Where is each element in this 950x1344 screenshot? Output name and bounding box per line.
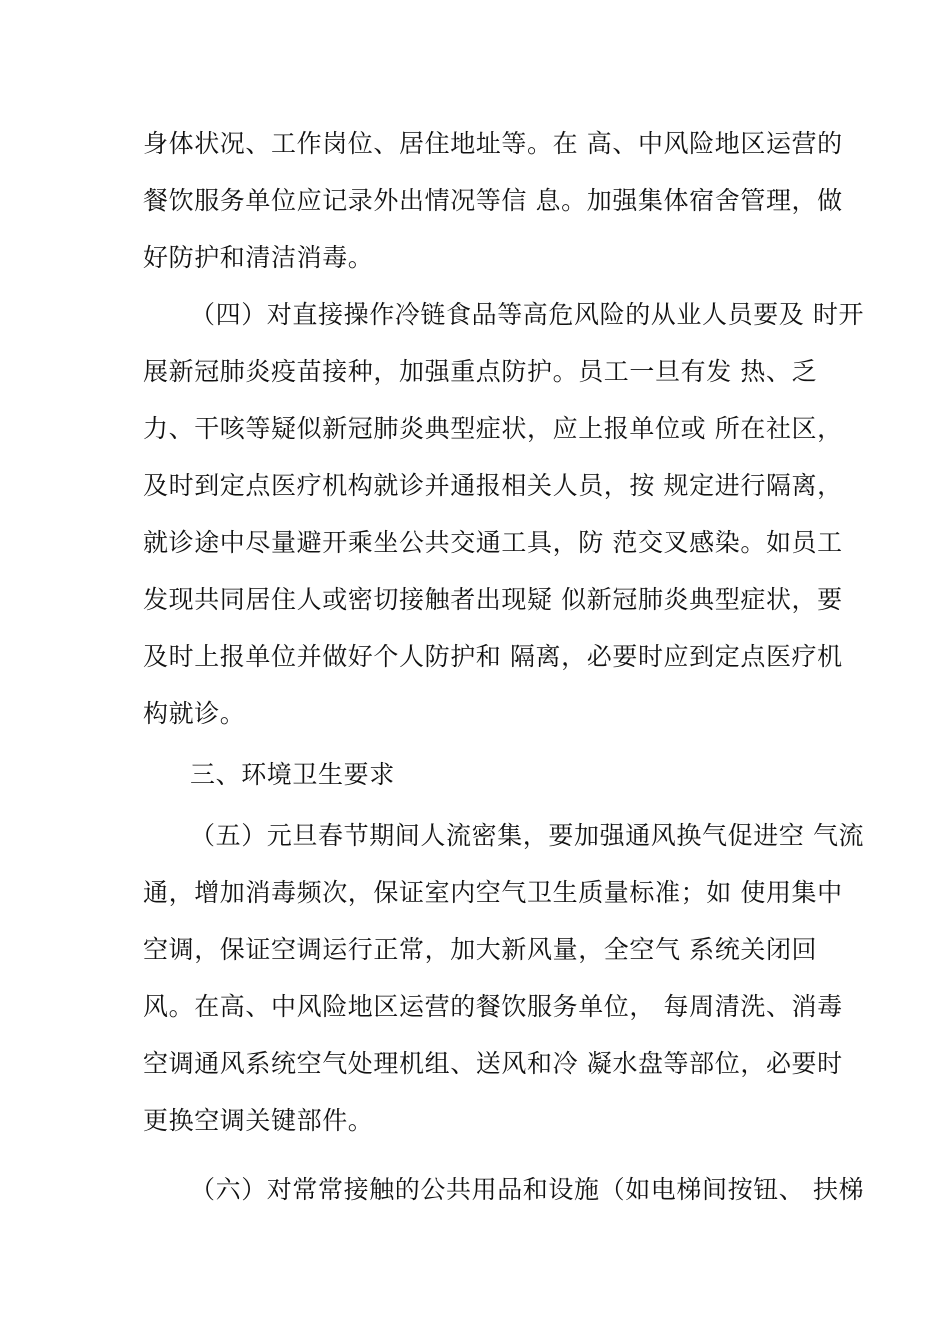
text-line: 及时到定点医疗机构就诊并通报相关人员，按 规定进行隔离， — [143, 471, 843, 500]
section-heading: 三、环境卫生要求 — [190, 760, 395, 789]
text-line: 构就诊。 — [143, 699, 246, 728]
text-line: 身体状况、工作岗位、居住地址等。在 高、中风险地区运营的 — [143, 129, 843, 158]
text-line: 展新冠肺炎疫苗接种，加强重点防护。员工一旦有发 热、乏 — [143, 357, 818, 386]
text-line: 餐饮服务单位应记录外出情况等信 息。加强集体宿舍管理，做 — [143, 186, 843, 215]
text-line: 发现共同居住人或密切接触者出现疑 似新冠肺炎典型症状，要 — [143, 585, 843, 614]
text-line: 好防护和清洁消毒。 — [143, 243, 374, 272]
paragraph-start-line: （六）对常常接触的公共用品和设施（如电梯间按钮、 扶梯 — [190, 1175, 865, 1204]
text-line: 空调，保证空调运行正常，加大新风量，全空气 系统关闭回 — [143, 935, 818, 964]
text-line: 就诊途中尽量避开乘坐公共交通工具，防 范交叉感染。如员工 — [143, 528, 843, 557]
text-line: 风。在高、中风险地区运营的餐饮服务单位， 每周清洗、消毒 — [143, 992, 843, 1021]
paragraph-start-line: （五）元旦春节期间人流密集，要加强通风换气促进空 气流 — [190, 821, 865, 850]
text-line: 更换空调关键部件。 — [143, 1106, 374, 1135]
text-line: 及时上报单位并做好个人防护和 隔离，必要时应到定点医疗机 — [143, 642, 843, 671]
text-line: 通，增加消毒频次，保证室内空气卫生质量标准；如 使用集中 — [143, 878, 843, 907]
text-line: 力、干咳等疑似新冠肺炎典型症状，应上报单位或 所在社区， — [143, 414, 843, 443]
text-line: 空调通风系统空气处理机组、送风和冷 凝水盘等部位，必要时 — [143, 1049, 843, 1078]
paragraph-start-line: （四）对直接操作冷链食品等高危风险的从业人员要及 时开 — [190, 300, 865, 329]
